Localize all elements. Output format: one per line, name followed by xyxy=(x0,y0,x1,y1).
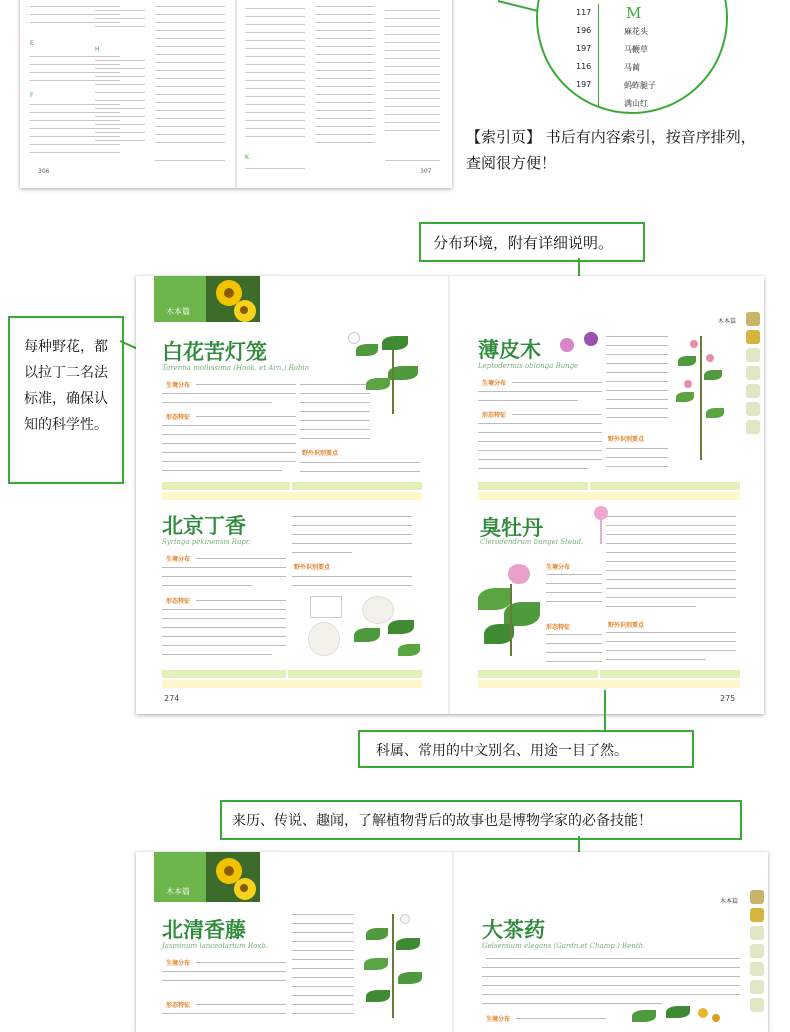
side-tab[interactable] xyxy=(746,348,760,362)
plant-illustration xyxy=(622,1002,732,1030)
section-tag: 形态特征 xyxy=(482,412,507,419)
family-band xyxy=(288,670,422,678)
section-tag: 野外识别要点 xyxy=(294,564,331,571)
index-column xyxy=(155,0,230,165)
id-tag: 野外识别要点 xyxy=(302,450,339,457)
family-band xyxy=(600,670,740,678)
index-column: E F xyxy=(30,0,125,165)
plant-illustration xyxy=(356,910,432,1022)
section-tag: 生境分布 xyxy=(166,556,191,563)
right-header-label: 木本篇 xyxy=(720,898,739,905)
entry-title: 白花苦灯笼 xyxy=(162,339,267,364)
page-number: 307 xyxy=(420,168,432,175)
section-tag: 生境分布 xyxy=(166,382,191,389)
flower-tab-icon[interactable] xyxy=(750,908,764,922)
section-tag: 生境分布 xyxy=(546,564,571,571)
family-band xyxy=(162,482,290,490)
family-band xyxy=(478,482,588,490)
index-letter: M xyxy=(626,4,642,22)
family-callout: 科属、常用的中文别名、用途一目了然。 xyxy=(358,730,694,768)
entry-title: 北京丁香 xyxy=(162,513,246,538)
entry-title: 臭牡丹 xyxy=(480,515,543,540)
index-zoom-row: 117 xyxy=(576,8,592,17)
family-band xyxy=(590,482,740,490)
plant-illustration xyxy=(666,336,736,462)
index-zoom-row: 116 马蔺 xyxy=(576,62,640,72)
side-tab[interactable] xyxy=(746,366,760,380)
side-tab[interactable] xyxy=(750,944,764,958)
index-zoom-row: 197 蚂蚱腿子 xyxy=(576,80,656,90)
side-tab[interactable] xyxy=(746,402,760,416)
side-tab[interactable] xyxy=(750,980,764,994)
book-spread-1 xyxy=(136,276,764,714)
family-band xyxy=(292,482,422,490)
section-label: 木本篇 xyxy=(166,307,190,316)
index-zoom-row: 196 麻花头 xyxy=(576,26,648,36)
side-tab[interactable] xyxy=(750,926,764,940)
flower-closeup xyxy=(556,332,606,372)
header-flower-image xyxy=(206,852,260,902)
book-gutter xyxy=(448,276,450,714)
side-tab[interactable] xyxy=(750,962,764,976)
entry-latin-name: Gelsemium elegans (Gardn.et Champ.) Benth. xyxy=(482,942,646,950)
entry-latin-name: Leptodermis oblonga Bunge xyxy=(478,362,579,370)
index-column xyxy=(385,0,447,165)
section-label: 木本篇 xyxy=(166,887,190,896)
book-gutter xyxy=(235,0,237,188)
side-tab[interactable] xyxy=(746,312,760,326)
latin-name-callout: 每种野花，都以拉丁二名法标准，确保认知的科学性。 xyxy=(8,316,124,484)
use-band xyxy=(162,492,422,500)
plant-illustration xyxy=(348,322,432,418)
family-band xyxy=(162,670,286,678)
book-gutter xyxy=(452,852,454,1032)
id-tag: 野外识别要点 xyxy=(608,622,645,629)
index-column: K xyxy=(245,0,315,165)
side-tab[interactable] xyxy=(746,420,760,434)
section-tag: 形态特征 xyxy=(546,624,571,631)
header-flower-image xyxy=(206,276,260,322)
magnifier-pointer xyxy=(498,0,537,12)
index-column: H xyxy=(95,0,155,165)
use-band xyxy=(162,680,422,688)
side-tab[interactable] xyxy=(750,998,764,1012)
plant-illustration xyxy=(474,560,546,660)
use-band xyxy=(478,680,740,688)
side-tab[interactable] xyxy=(746,384,760,398)
story-callout: 来历、传说、趣闻，了解植物背后的故事也是博物学家的必备技能！ xyxy=(220,800,742,840)
section-tag: 生境分布 xyxy=(482,380,507,387)
page-number: 274 xyxy=(164,694,180,703)
book-spread-2 xyxy=(136,852,768,1032)
section-tag: 生境分布 xyxy=(486,1016,511,1023)
entry-latin-name: Jasminum lanceolarium Roxb. xyxy=(162,942,269,950)
entry-latin-name: Tarenna mollissima (Hook. et Arn.) Robin xyxy=(162,364,310,372)
section-tag: 形态特征 xyxy=(166,414,191,421)
entry-title: 北清香藤 xyxy=(162,917,246,942)
index-book-spread xyxy=(20,0,452,188)
flower-closeup xyxy=(590,506,614,546)
side-tab[interactable] xyxy=(750,890,764,904)
page-number: 306 xyxy=(38,168,50,175)
section-tag: 形态特征 xyxy=(166,598,191,605)
family-pointer xyxy=(604,690,606,732)
index-zoom-row: 满山红 xyxy=(624,99,648,108)
entry-title: 大茶药 xyxy=(482,917,545,942)
index-magnifier xyxy=(536,0,728,114)
section-tag: 生境分布 xyxy=(166,960,191,967)
distribution-callout: 分布环境，附有详细说明。 xyxy=(419,222,645,262)
family-band xyxy=(478,670,598,678)
index-column xyxy=(315,0,385,165)
entry-title: 薄皮木 xyxy=(478,337,541,362)
section-tag: 野外识别要点 xyxy=(608,436,645,443)
page-number: 275 xyxy=(720,694,736,703)
right-header-label: 木本篇 xyxy=(718,318,737,325)
flower-tab-icon[interactable] xyxy=(746,330,760,344)
use-band xyxy=(478,492,740,500)
plant-illustration xyxy=(302,592,428,666)
section-tag: 形态特征 xyxy=(166,1002,191,1009)
index-callout: 【索引页】 书后有内容索引，按音序排列，查阅很方便！ xyxy=(466,128,756,172)
entry-latin-name: Syringa pekinensis Rupr. xyxy=(162,538,251,546)
entry-latin-name: Clerodendrum bungei Steud. xyxy=(480,538,584,546)
index-zoom-row: 197 马鞭草 xyxy=(576,44,648,54)
